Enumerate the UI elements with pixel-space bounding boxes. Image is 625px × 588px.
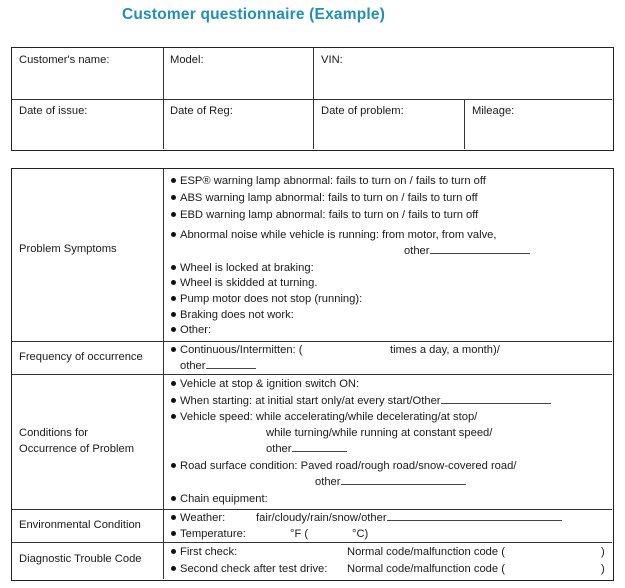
symptom-ebd-lamp: EBD warning lamp abnormal: fails to turn on / fails to turn off (171, 208, 478, 222)
model-label: Model: (170, 54, 204, 66)
environment-label: Environmental Condition (19, 519, 141, 531)
environment-unit-f: °F ( (290, 528, 309, 540)
environment-weather: Weather: (171, 511, 225, 525)
frequency-other: other (180, 359, 256, 373)
condition-road-surface: Road surface condition: Paved road/rough road/snow-covered road/ (171, 459, 516, 473)
customer-name-label: Customer's name: (19, 54, 110, 66)
dtc-first-check: First check: (171, 545, 237, 559)
page-title: Customer questionnaire (Example) (122, 6, 386, 23)
dtc-second-result: Normal code/malfunction code ( (347, 563, 505, 575)
symptom-esp-lamp: ESP® warning lamp abnormal: fails to turn on / fails to turn off (171, 174, 486, 188)
environment-temperature: Temperature: (171, 527, 246, 541)
frequency-continuous: Continuous/Intermitten: ( (171, 343, 303, 357)
symptom-abnormal-noise: Abnormal noise while vehicle is running: from motor, from valve, (171, 228, 497, 242)
dtc-label: Diagnostic Trouble Code (19, 553, 142, 565)
symptom-other: Other: (171, 323, 211, 337)
dtc-first-close: ) (601, 546, 605, 558)
condition-road-other: other (315, 475, 466, 489)
condition-vehicle-speed: Vehicle speed: while accelerating/while decelerating/at stop/ (171, 410, 477, 424)
condition-vehicle-speed-cont: while turning/while running at constant speed/ (266, 427, 493, 439)
vin-label: VIN: (321, 54, 343, 66)
conditions-label-line2: Occurrence of Problem (19, 443, 135, 455)
condition-vehicle-stop: Vehicle at stop & ignition switch ON: (171, 377, 359, 391)
dtc-second-check: Second check after test drive: (171, 562, 327, 576)
problem-symptoms-label: Problem Symptoms (19, 243, 117, 255)
symptom-noise-other: other (404, 244, 530, 258)
symptom-wheel-skidded: Wheel is skidded at turning. (171, 276, 317, 290)
conditions-label-line1: Conditions for (19, 427, 89, 439)
environment-weather-options: fair/cloudy/rain/snow/other (256, 511, 562, 525)
mileage-label: Mileage: (472, 105, 515, 117)
symptom-pump-motor: Pump motor does not stop (running): (171, 292, 362, 306)
date-of-problem-label: Date of problem: (321, 105, 404, 117)
condition-when-starting: When starting: at initial start only/at every start/Other (171, 394, 551, 408)
frequency-label: Frequency of occurrence (19, 351, 143, 363)
dtc-second-close: ) (601, 563, 605, 575)
date-of-reg-label: Date of Reg: (170, 105, 233, 117)
symptom-braking: Braking does not work: (171, 308, 294, 322)
symptom-wheel-locked: Wheel is locked at braking: (171, 261, 314, 275)
date-of-issue-label: Date of issue: (19, 105, 88, 117)
condition-chain-equipment: Chain equipment: (171, 492, 268, 506)
condition-speed-other: other (266, 442, 347, 456)
symptom-abs-lamp: ABS warning lamp abnormal: fails to turn on / fails to turn off (171, 191, 478, 205)
environment-unit-c: °C) (352, 528, 369, 540)
frequency-times: times a day, a month)/ (390, 344, 500, 356)
dtc-first-result: Normal code/malfunction code ( (347, 546, 505, 558)
